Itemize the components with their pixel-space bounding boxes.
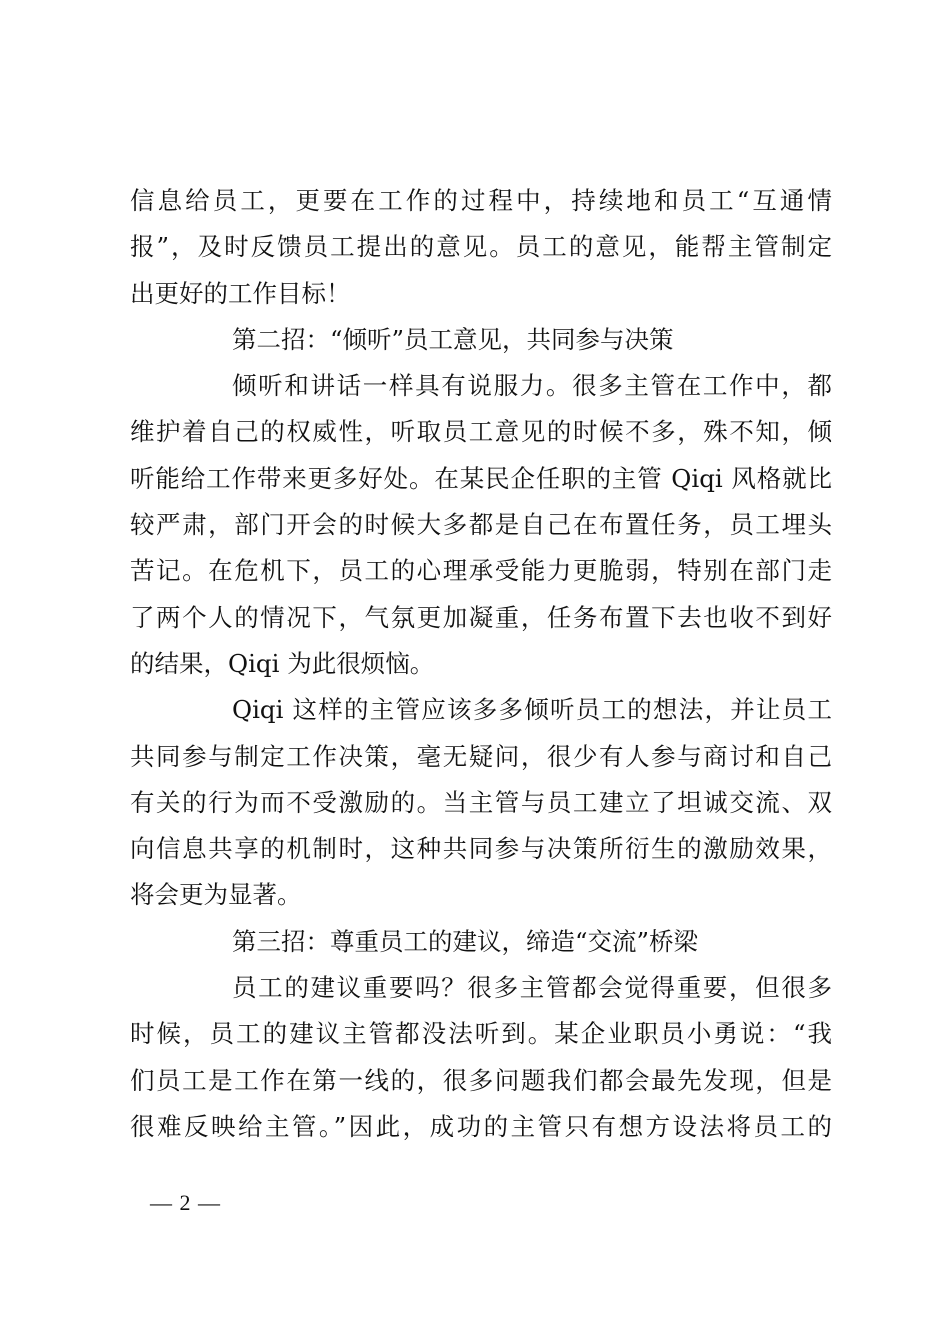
text-line: 报”，及时反馈员工提出的意见。员工的意见，能帮主管制定 (130, 232, 832, 262)
page-number: — 2 — (150, 1190, 221, 1215)
text-line: 时候，员工的建议主管都没法听到。某企业职员小勇说：“我 (130, 1019, 832, 1049)
section-heading-2: 第二招：“倾听”员工意见，共同参与决策 (232, 324, 674, 354)
text-line: 员工的建议重要吗？很多主管都会觉得重要，但很多 (232, 973, 832, 1003)
body-text (130, 178, 832, 1150)
text-line: 有关的行为而不受激励的。当主管与员工建立了坦诚交流、双 (130, 787, 832, 817)
text-line: 将会更为显著。 (130, 880, 302, 910)
text-line: 的结果，Qiqi 为此很烦恼。 (130, 648, 435, 678)
text-line: 维护着自己的权威性，听取员工意见的时候不多，殊不知，倾 (130, 417, 832, 447)
text-line: 较严肃，部门开会的时候大多都是自己在布置任务，员工埋头 (130, 510, 832, 540)
text-line: 苦记。在危机下，员工的心理承受能力更脆弱，特别在部门走 (130, 556, 832, 586)
text-line: 听能给工作带来更多好处。在某民企任职的主管 Qiqi 风格就比 (130, 463, 832, 493)
text-line: 出更好的工作目标！ (130, 278, 351, 308)
text-line: 共同参与制定工作决策，毫无疑问，很少有人参与商讨和自己 (130, 741, 832, 771)
text-line: 信息给员工，更要在工作的过程中，持续地和员工“互通情 (130, 186, 832, 215)
text-line: Qiqi 这样的主管应该多多倾听员工的想法，并让员工 (232, 695, 832, 725)
section-heading-3: 第三招：尊重员工的建议，缔造“交流”桥梁 (232, 926, 699, 956)
text-line: 很难反映给主管。”因此，成功的主管只有想方设法将员工的 (130, 1111, 832, 1141)
text-line: 们员工是工作在第一线的，很多问题我们都会最先发现，但是 (130, 1065, 832, 1095)
text-line: 向信息共享的机制时，这种共同参与决策所衍生的激励效果， (130, 834, 832, 864)
text-line: 倾听和讲话一样具有说服力。很多主管在工作中，都 (232, 371, 832, 401)
text-line: 了两个人的情况下，气氛更加凝重，任务布置下去也收不到好 (130, 602, 832, 632)
